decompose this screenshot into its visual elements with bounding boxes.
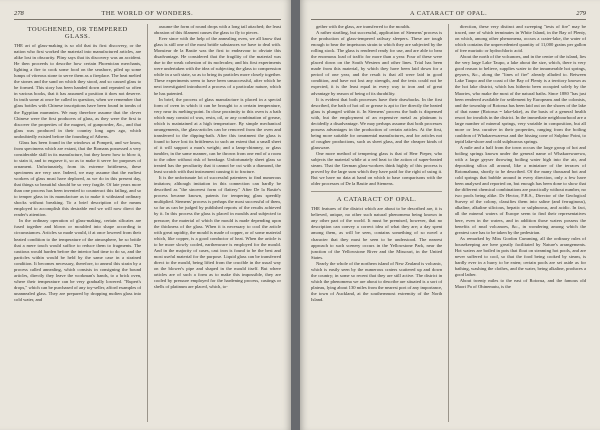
paragraph: In brief, the process of glass manufacture is placed in a special form of oven in which it can be brought to a certain temperature, very near its melting-point. In close proximity to this oven is a bath which may consist of wax, resin, oil, or any combination of grease, which is maintained at a high temperature. By simple mechanical arrangements, the glass-articles can be removed from the oven and transferred to the dipping-bath. After this treatment the glass is found to have lost its brittleness to such an extent that a small sheet of it will support a man's weight; and a lamp-chimney, or glass tumbler, in the same manner, can be thrown from one end of a room to the other without risk of breakage. Unfortunately sheet glass so treated has the peculiarity that it cannot be cut with a diamond, the least scratch with that instrument causing it to fracture. xyxy=(153,96,281,175)
paragraph: It is evident that both processes have their drawbacks. In the first described, the bath of hot oil or grease is apt to fire directly the heated glass is plunged within it. In Siemens' process the bath is dispensed with, but the employment of an expensive metal as platinum is decidedly a disadvantage. We may perhaps assume that both processes possess advantages in the production of certain articles. At the first, being more suitable for ornamental manufactures, and for articles not of rougher productions, such as sheet glass, and the cheaper kinds of glassware. xyxy=(311,96,443,150)
text-columns xyxy=(311,24,586,422)
paragraph: About the north of the volcanoes, and in the centre of the island, lies the very large Lake Taupo, a lake about the size, which, there is very good reason to believe, supplies water to the innumerable hot springs, geysers, &c., along the "lines of fire" already alluded to. Between Lake Taupo and the coast of the Bay of Plenty is a territory known as the hot lake district, which has hitherto been occupied solely by the Maories, who make the most of the natural baths. Since 1880 "has just been rendered available for settlement by Europeans and the colonists, and the township of Rotorua has been laid out on the shores of the lake of that name (Rotorua = lake-lake), as the basis of a general health resort for invalids in the district. In the immediate neighbourhood are a large number of mineral springs, very variable in composition, but all more or less curative in their properties, ranging from the boiling cauldron of Whakarewarewa and the hissing cone of Sulphur Point, to tepid lake-shore and cold sulphurous springs. xyxy=(454,54,586,144)
paragraph: As remarked by Miss Gordon Cumming, all the ordinary rules of housekeeping are here greatly facilitated by Nature's arrangements. Hot waters are boiled in pots that float on steaming hot pools, and are never suffered to cool, so that the food being cooked by steam, is hardly ever in a hurry to be eaten; certain pools are set aside as for bathing, washing the clothes, and the water, being alkaline, produces a good lather. xyxy=(454,235,586,277)
text-column xyxy=(14,24,141,422)
section-title: A CATARACT OF OPAL. xyxy=(311,191,442,203)
section-title: TOUGHENED, OR TEMPERED GLASS. xyxy=(27,26,128,40)
paragraph: It is the unfortunate lot of successful patentees to find numerous imitators; although imitation in this connection can hardly be described as "the sincerest form of flattery." After De la Bastie's process became known, patents for tempering glass speedily multiplied. Siemens' process is perhaps the most successful of them, so far as can be judged by published reports of the results achieved by it. In this process the glass is placed in moulds and subjected to pressure; the material of which the mould is made depending upon the thickness of the glass. When it is necessary to cool the article with great rapidity, the mould is made of copper, or of some material which, like copper, is a good conductor of heat. When the article is to be more slowly cooled, earthenware is employed for the mould. And in the majority of cases, cast iron is found to be the best and most useful material for the purpose. Liquid glass can be transferred direct to the mould, being lifted from the crucible in the usual way on the blower's pipe and shaped in the mould itself. But where articles are of such a form as to make this impossible, they are cooled by pressure employed for the hardening process, castings or shells of platinum are placed, which, to- xyxy=(153,175,281,290)
text-column xyxy=(154,24,281,422)
paragraph: A mile and a half from the town occurs the large group of hot and boiling springs known under the general name of Whakarewarewa, with a large geyser throwing boiling water high into the air, and depositing silica all around, like a miniature of the terraces of Rotomahana, shortly to be described. Of the many thousand hot and cold springs that bubble around in every direction, only a few have been analysed and reported on, but enough has been done to show that the different chemical combinations are practically without number, no two pools being alike. Dr Hector, F.R.S., Director of the Geological Survey of the colony, classifies them into saline (and ferruginous), alkaline, alkaline silicious, hepatic or sulphurous, and acidic. In fact, all the mineral waters of Europe seem to find their representatives here, even in the waters, and in addition those waters possess the benefits of mud volcanoes, &c., in wondering among which the greatest care has to be taken by the pedestrian. xyxy=(454,144,586,235)
running-head-title: THE WORLD OF WONDERS. xyxy=(101,10,194,17)
running-head xyxy=(14,10,281,20)
left-page xyxy=(0,0,291,430)
right-page xyxy=(300,0,600,430)
column-rule xyxy=(147,24,148,422)
page-number: 278 xyxy=(14,10,24,17)
running-head xyxy=(311,10,586,20)
running-head-title: A CATARACT OF OPAL. xyxy=(409,10,488,17)
paragraph: gether with the glass, are transferred to the moulds. xyxy=(316,24,411,29)
paragraph: Glass has been found in the windows at Pompeii, and we know, from specimens which are extant, that the Romans possessed a very considerable skill in its manufacture, but they knew how to blow it, to stain it, and to engrave it, so as to make it serve for purposes of ornament. Unfortunately, from its extreme brittleness, these specimens are very rare. Indeed, we may assume that the earliest workers of glass must have deplored, as we do in this present day, that things so beautiful should be so very fragile. Of late years more than one process has been invented to counteract this failing, and so to temper glass in its manufacture as to make it withstand ordinary shocks without breaking. To a brief description of the means employed to accomplish this desirable end we will now direct the reader's attention. xyxy=(14,139,142,218)
column-rule xyxy=(448,24,449,422)
paragraph: THE features of the district which are about to be described are, it is believed, unique, no other such natural phenomena being known in any other part of the world. It must be premised, however, that no description can convey a correct idea of what they are; a day spent among them, as will be seen, contains something of so novel a character that they must be seen to be understood. The nearest approach to such scenery occurs in the Yellowstone Park, near the junction of the Yellowstone River and the Missouri, in the United States. xyxy=(311,206,443,260)
paragraph: One more method of tempering glass is that of Herr Pieper, who subjects the material while at a red heat to the action of super-heated steam. That the German glass-workers think highly of this process is proved by the large sum which they have paid for the right of using it. But we have no data at hand on which to base comparisons with the older processes of De la Bastie and Siemens. xyxy=(311,150,443,187)
paragraph: About twenty miles to the east of Rotorua, and the famous old Maori Pa of Ohinemutu, is the xyxy=(454,277,586,290)
text-column xyxy=(311,24,442,422)
paragraph: A rather startling, but successful, application of Siemens' process is the production of glass-tempered railway sleepers. These are tough enough to bear the impetuous strain to which they are subjected by the rolling stock. The glass is rendered ready for use, and are able to bear the enormous load of traffic for more than a year. Four of these were placed down on the South Western and other lines. Trial has been made from this material, by which they have been laid down for a period of one year, and the result is that all were laid in good condition, and have not lost any strength, and the tests could not be expected, it is the least equal in every way to iron and of great advantage by reason of being of its durability. xyxy=(311,30,443,96)
page-number: 279 xyxy=(576,10,586,17)
text-column xyxy=(455,24,586,422)
paragraph: Ever since with the help of the annealing oven, we all know that glass is still one of the most brittle substances we have to deal with. Monsieur de la Bastie was the first to endeavour to obviate this disadvantage. He considered that the fragility of the material was due to the weak cohesion of its molecules; and his first experiments were undertaken with the idea of subjecting the glass to compression while in a soft state, so as to bring its particles more closely together. These experiments seem to have been unsuccessful, after which he next investigated introduced a process of a particular nature, which he has patented. xyxy=(153,36,281,96)
paragraph: In the ordinary operation of glass-making, certain silicates are fused together and blown or moulded into shape according to circumstances. Articles so made would, if at once lowered from their heated condition to the temperature of the atmosphere, be so brittle that a mere touch would suffice to reduce them to fragments. The cautious would harden before the interior had time to do so, and the particles within would be held by the same case in a strained condition. It becomes necessary, therefore, to anneal this strain by a process called annealing, which consists in consigning the bound articles, directly they leave the workman's hands, to a brick oven, where their temperature can be very gradually lowered. "Rupert's drops," which can be purchased of any toy-seller, afford examples of unannealed glass. They are prepared by dropping molten glass into cold water, and xyxy=(14,218,142,302)
text-columns xyxy=(14,24,281,422)
paragraph: Nearly the whole of the northern island of New Zealand is volcanic, which is easily seen by the numerous craters scattered up and down the country; in some so recent that they are still active. The district in which the phenomena we are about to describe are situated is a sort of plateau, lying about 130 miles from the nearest port of any importance, the town of Auckland, at the southernmost extremity of the North Island. xyxy=(311,260,443,302)
paragraph: assume the form of round drops with a long tail attached; the least abrasion of this filament causes the glass to fly to pieces. xyxy=(153,24,281,36)
paragraph: THE art of glass-making is so old that its first discovery, or the nation who first worked the material into manufactured articles, are alike lost in obscurity. Pliny says that its discovery was an accident. He then proceeds to describe how certain Phoenician merchants, lighting a fire to cook some food on the seashore, piled up some lumps of vitreous stone to serve them as a fireplace. The heat melted the stones and the sand on which they stood, and so caused glass to be formed. This story has been handed down and repeated so often in various books, that it has assumed a position it does not deserve. In truth some at once be called in question, when we remember that glass bottles with Chinese inscriptions have been found in tombs of the Egyptian mummies. We may therefore assume that the clever Chinese were the first producers of glass, as they were the first to discover the properties of the magnet, of gunpowder, &c., and that glass was produced in their country long ages ago, which undoubtedly existed before the founding of Athens. xyxy=(14,43,142,139)
paragraph: direction, these very distinct and sweeping "tests of fire" may be traced, one of which terminates in White Island, in the Bay of Plenty, on which, among other phenomena, occurs a crater-lake, the water of which contains the unprecedented quantity of 11,000 grains per gallon of free muriatic or hydrochloric acid. xyxy=(454,24,586,54)
